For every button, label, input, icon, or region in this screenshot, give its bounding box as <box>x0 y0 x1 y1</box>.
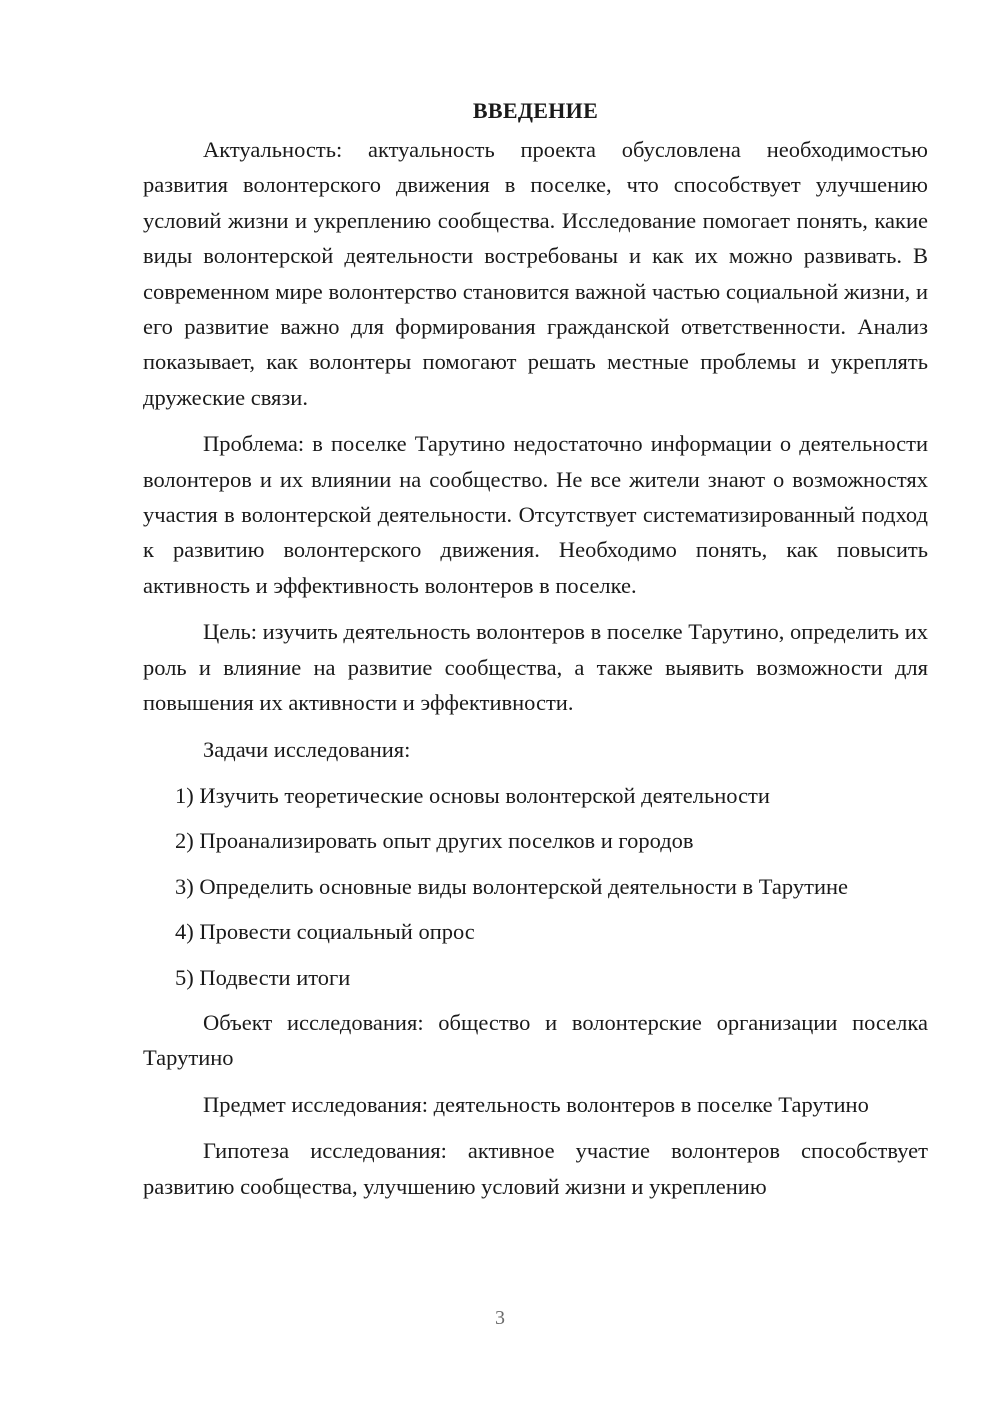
paragraph-relevance: Актуальность: актуальность проекта обусловлена необходимостью развития волонтерского движения в поселке, что способствует улучшению условий жизни и укреплению сообщества. Исследование помогает понять, какие виды волонтерской деятельности востребованы и как их можно развивать. В современном мире волонтерство становится важной частью социальной жизни, и его развитие важно для формирования гражданской ответственности. Анализ показывает, как волонтеры помогают решать местные проблемы и укреплять дружеские связи. <box>143 137 928 410</box>
task-item-2: 2) Проанализировать опыт других поселков и городов <box>175 828 694 854</box>
paragraph-subject: Предмет исследования: деятельность волонтеров в поселке Тарутино <box>203 1091 869 1117</box>
task-item-1: 1) Изучить теоретические основы волонтерской деятельности <box>175 782 770 808</box>
page-content <box>143 96 928 1204</box>
section-title: ВВЕДЕНИЕ <box>472 98 599 123</box>
page-number: 3 <box>495 1307 505 1329</box>
task-item-5: 5) Подвести итоги <box>175 964 351 990</box>
paragraph-goal: Цель: изучить деятельность волонтеров в поселке Тарутино, определить их роль и влияние на развитие сообщества, а также выявить возможности для повышения их активности и эффективности. <box>143 619 928 716</box>
paragraph-object: Объект исследования: общество и волонтерские организации поселка Тарутино <box>143 1009 928 1071</box>
paragraph-problem: Проблема: в поселке Тарутино недостаточно информации о деятельности волонтеров и их влиянии на сообщество. Не все жители знают о возможностях участия в волонтерской деятельности. Отсутствует систематизированный подход к развитию волонтерского движения. Необходимо понять, как повысить активность и эффективность волонтеров в поселке. <box>143 431 928 598</box>
task-item-3: 3) Определить основные виды волонтерской деятельности в Тарутине <box>175 873 849 899</box>
task-item-4: 4) Провести социальный опрос <box>175 919 475 945</box>
paragraph-hypothesis: Гипотеза исследования: активное участие волонтеров способствует развитию сообщества, улучшению условий жизни и укреплению <box>143 1138 928 1199</box>
tasks-list <box>143 778 928 995</box>
tasks-heading: Задачи исследования: <box>203 736 411 762</box>
